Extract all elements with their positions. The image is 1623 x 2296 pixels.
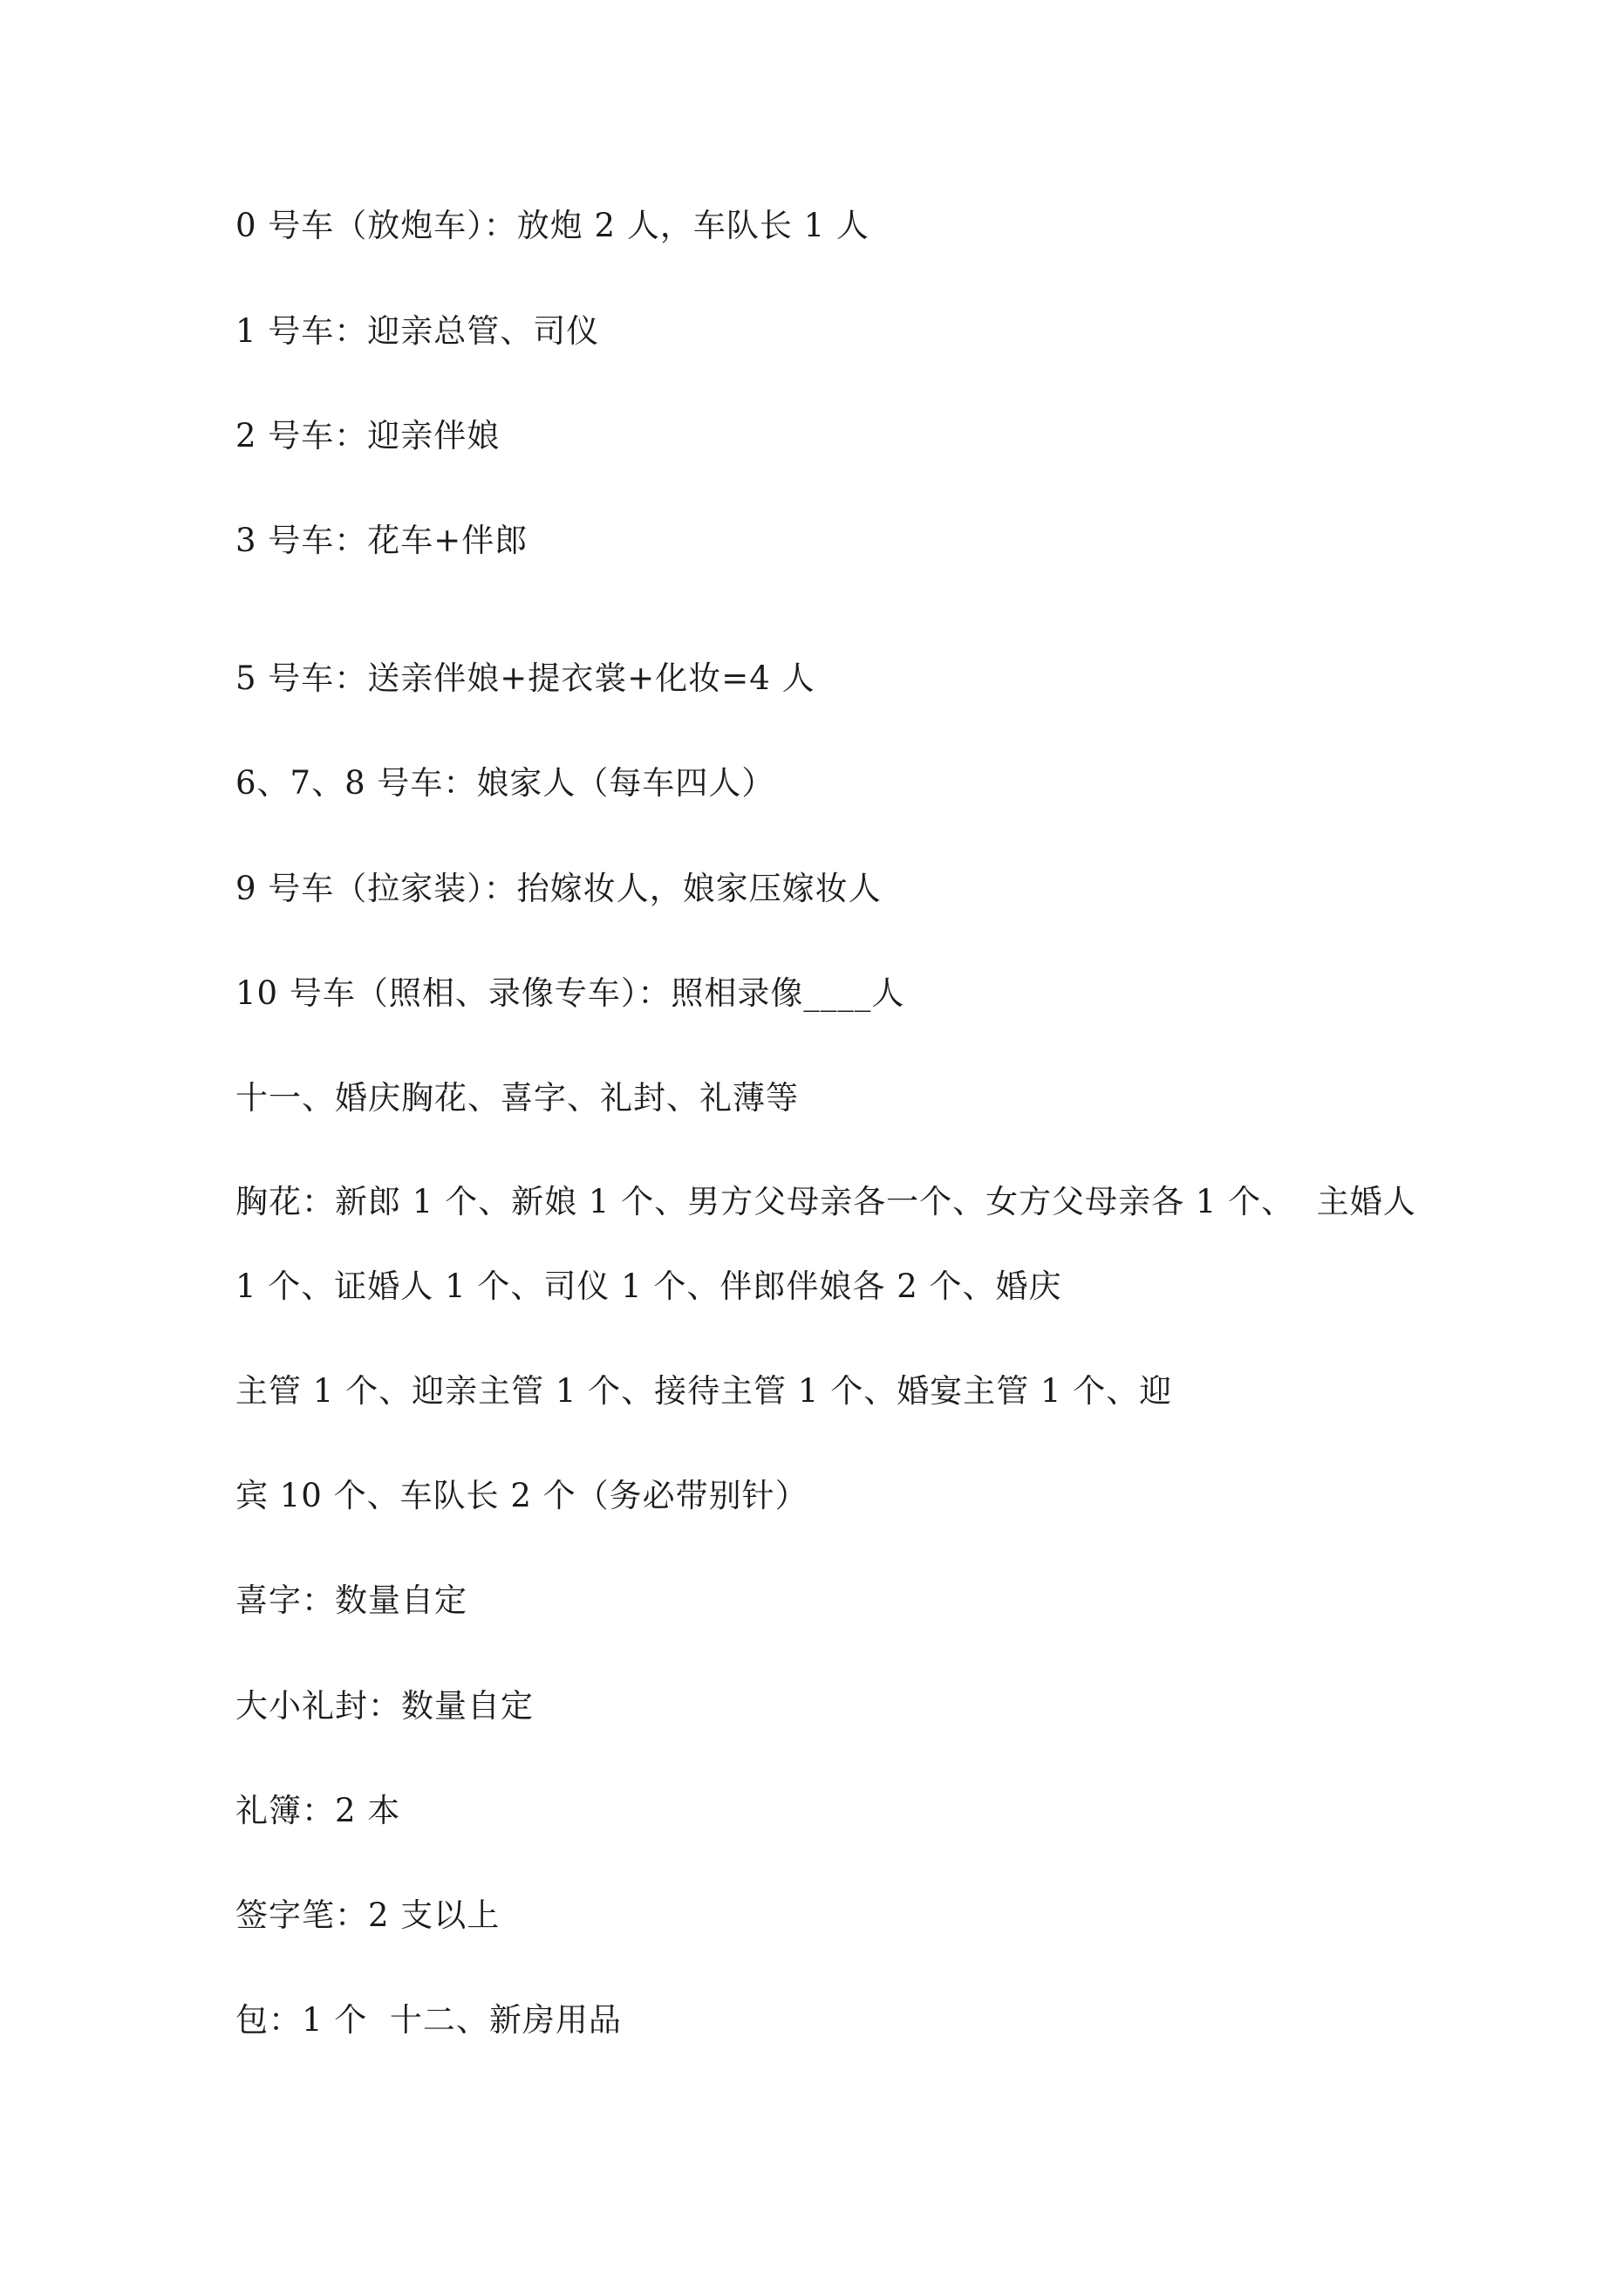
- text-line-car-3: 3 号车：花车+伴郎: [235, 522, 528, 559]
- text-line-pen: 签字笔：2 支以上: [235, 1896, 501, 1934]
- text-line-corsage-3: 主管 1 个、迎亲主管 1 个、接待主管 1 个、婚宴主管 1 个、迎: [235, 1372, 1173, 1410]
- text-line-lifeng: 大小礼封：数量自定: [235, 1687, 534, 1725]
- text-line-car-6-8: 6、7、8 号车：娘家人（每车四人）: [235, 764, 775, 802]
- text-line-car-2: 2 号车：迎亲伴娘: [235, 417, 501, 454]
- text-line-corsage-1: 胸花：新郎 1 个、新娘 1 个、男方父母亲各一个、女方父母亲各 1 个、 主婚人: [235, 1183, 1416, 1220]
- text-line-libu: 礼簿：2 本: [235, 1792, 401, 1829]
- text-line-corsage-2: 1 个、证婚人 1 个、司仪 1 个、伴郎伴娘各 2 个、婚庆: [235, 1268, 1062, 1305]
- text-line-xizi: 喜字：数量自定: [235, 1582, 467, 1619]
- text-line-car-0: 0 号车（放炮车）：放炮 2 人，车队长 1 人: [235, 207, 869, 244]
- text-line-bag-and-section-12: 包：1 个 十二、新房用品: [235, 2001, 622, 2039]
- text-line-car-1: 1 号车：迎亲总管、司仪: [235, 312, 600, 350]
- text-line-car-5: 5 号车：送亲伴娘+提衣裳+化妆=4 人: [235, 659, 815, 697]
- text-line-car-10: 10 号车（照相、录像专车）：照相录像____人: [235, 974, 905, 1012]
- text-line-car-9: 9 号车（拉家装）：抬嫁妆人，娘家压嫁妆人: [235, 870, 882, 907]
- section-heading-11: 十一、婚庆胸花、喜字、礼封、礼薄等: [235, 1079, 799, 1117]
- text-line-corsage-4: 宾 10 个、车队长 2 个（务必带别针）: [235, 1477, 808, 1514]
